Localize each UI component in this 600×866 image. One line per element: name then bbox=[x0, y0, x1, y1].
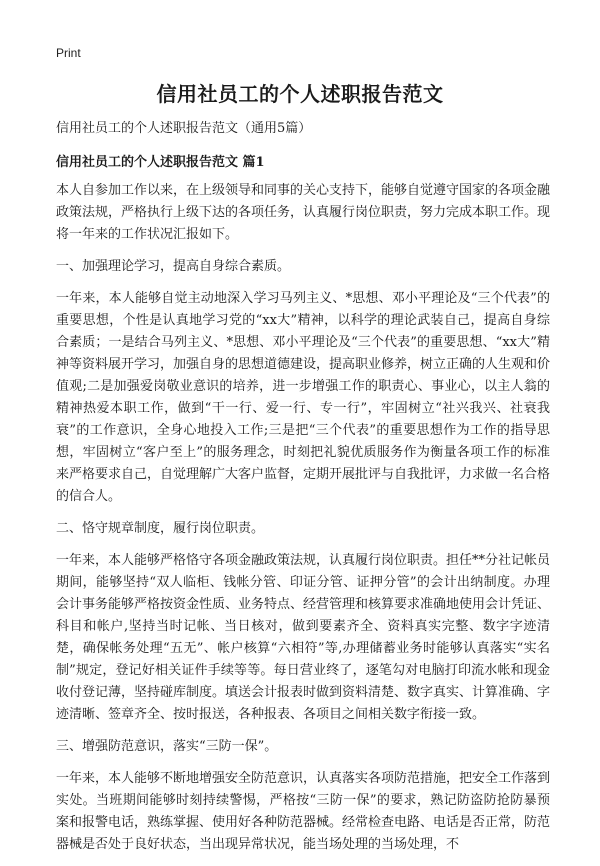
document-body bbox=[56, 118, 550, 866]
document-subtitle: 信用社员工的个人述职报告范文（通用5篇） bbox=[56, 121, 312, 136]
print-link[interactable]: Print bbox=[56, 46, 81, 60]
heading-theory-study: 一、加强理论学习，提高自身综合素质。 bbox=[56, 259, 291, 274]
document-title: 信用社员工的个人述职报告范文 bbox=[156, 82, 444, 106]
paragraph-rules-duties: 一年来，本人能够严格恪守各项金融政策法规，认真履行岗位职责。担任**分社记帐员期间，能够坚持“双人临柜、钱帐分管、印证分管、证押分管”的会计出纳制度。办理会计事务能够严格按资金性质、业务特点、经营管理和核算要求准确地使用会计凭证、科目和帐户,坚持当时记帐、当日核对，做到要素齐全、资料真实完整、数字字迹清楚，确保帐务处理“五无”、帐户核算“六相符”等,办理储蓄业务时能够认真落实“实名制”规定，登记好相关证件手续等等。每日营业终了，逐笔勾对电脑打印流水帐和现金收付登记薄，坚持碰库制度。填送会计报表时做到资料清楚、数字真实、计算准确、字迹清晰、签章齐全、按时报送，各种报表、各项目之间相关数字衔接一致。 bbox=[56, 553, 551, 722]
heading-rules-duties: 二、恪守规章制度，履行岗位职责。 bbox=[56, 521, 265, 536]
paragraph-theory-study: 一年来，本人能够自觉主动地深入学习马列主义、*思想、邓小平理论及“三个代表”的重要思想，个性是认真地学习党的“xx大”精神，以科学的理论武装自己，提高自身综合素质；一是结合马列主义、*思想、邓小平理论及“三个代表”的重要思想、“xx大”精神等资料展开学习，加强自身的思想道德建设，提高职业修养，树立正确的人生观和价值观;二是加强爱岗敬业意识的培养，进一步增强工作的职责心、事业心，以主人翁的精神热爱本职工作，做到“干一行、爱一行、专一行”，牢固树立“社兴我兴、社衰我衰”的工作意识，全身心地投入工作;三是把“三个代表”的重要思想作为工作的指导思想，牢固树立“客户至上”的服务理念，时刻把礼貌优质服务作为衡量各项工作的标准来严格要求自己，自觉理解广大客户监督，定期开展批评与自我批评，力求做一名合格的信合人。 bbox=[56, 291, 551, 504]
paragraph-security: 一年来，本人能够不断地增强安全防范意识，认真落实各项防范措施，把安全工作落到实处。当班期间能够时刻持续警惕，严格按“三防一保”的要求，熟记防盗防抢防暴预案和报警电话，熟练掌握、使用好各种防范器械。经常检查电路、电话是否正常，防范器械是否处于良好状态，当出现异常状况，能当场处理的当场处理，不 bbox=[56, 771, 551, 852]
heading-security: 三、增强防范意识，落实“三防一保”。 bbox=[56, 739, 278, 754]
section-title: 信用社员工的个人述职报告范文 篇1 bbox=[56, 155, 265, 170]
paragraph-intro: 本人自参加工作以来，在上级领导和同事的关心支持下，能够自觉遵守国家的各项金融政策法规，严格执行上级下达的各项任务，认真履行岗位职责，努力完成本职工作。现将一年来的工作状况汇报如下。 bbox=[56, 183, 551, 242]
